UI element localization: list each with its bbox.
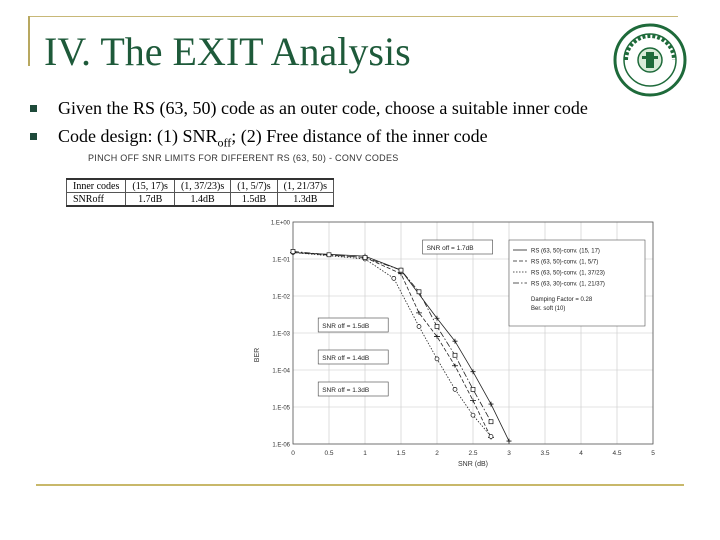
series-point [399,268,403,272]
x-tick-label: 2 [435,450,439,457]
y-axis-label: BER [254,347,261,363]
top-decor-rule [28,16,678,17]
series-point [489,434,493,438]
legend-entry: RS (63, 50)-conv. (1, 5/7) [531,259,599,266]
series-point [453,353,457,357]
legend-note: Damping Factor = 0.28 [531,297,593,303]
y-tick-label: 1.E-06 [272,442,290,449]
y-tick-label: 1.E-05 [272,405,290,412]
legend-entry: RS (63, 30)-conv. (1, 21/37) [531,281,605,288]
series-point [489,402,494,407]
x-tick-label: 1.5 [396,450,406,457]
bullet-text: Code design: (1) SNR [58,126,218,146]
series-point [417,324,421,328]
x-tick-label: 0.5 [324,450,334,457]
left-decor-rule [28,16,30,66]
page-title: IV. The EXIT Analysis [44,29,411,74]
table-cell-value: 1.5dB [231,193,277,207]
x-tick-label: 4.5 [612,450,622,457]
series-line [293,253,491,438]
x-tick-label: 1 [363,450,367,457]
table-cell-code: (1, 5/7)s [231,179,277,193]
bullet-item [30,122,588,157]
series-point [291,249,295,253]
table-row-label: SNRoff [67,193,126,207]
x-axis-label: SNR (dB) [458,461,488,468]
x-tick-label: 0 [291,450,295,457]
x-tick-label: 2.5 [468,450,478,457]
table-cell-value: 1.3dB [277,193,333,207]
y-tick-label: 1.E-03 [272,331,290,338]
bullet-text: Given the RS (63, 50) code as an outer code, choose a suitable inner code [58,98,588,118]
table-cell-code: (15, 17)s [126,179,175,193]
series-point [417,290,421,294]
ber-chart [250,214,670,476]
series-point [327,253,331,257]
series-point [471,387,475,391]
series-point [507,439,512,444]
bullet-marker [30,105,37,112]
series-point [471,413,475,417]
bullet-subscript: off [217,135,232,150]
y-tick-label: 1.E+00 [270,220,290,227]
x-tick-label: 5 [651,450,655,457]
snr-annotation-label: SNR off = 1.7dB [426,245,474,252]
y-tick-label: 1.E-04 [272,368,290,375]
legend-note: Ber. soft (10) [531,306,566,312]
series-point [416,311,422,315]
series-point [434,335,440,339]
bullet-text-tail: ; (2) Free distance of the inner code [231,126,488,146]
university-seal-logo [612,22,688,98]
snr-limit-table [66,178,334,207]
x-tick-label: 3.5 [540,450,550,457]
figure-caption: PINCH OFF SNR LIMITS FOR DIFFERENT RS (63, 50) - CONV CODES [88,153,399,163]
series-point [363,255,367,259]
series-point [452,364,458,368]
x-tick-label: 4 [579,450,583,457]
x-tick-label: 3 [507,450,511,457]
table-header-label: Inner codes [67,179,126,193]
table-cell-value: 1.7dB [126,193,175,207]
bottom-decor-rule [36,484,684,486]
bullet-item [30,94,588,122]
table-row-values [67,193,334,207]
series-point [453,387,457,391]
bullet-marker [30,133,37,140]
table-cell-code: (1, 21/37)s [277,179,333,193]
series-point [435,324,439,328]
y-tick-label: 1.E-01 [272,257,290,264]
series-line [293,253,491,437]
series-point [470,398,476,402]
legend-entry: RS (63, 50)-conv. (15, 17) [531,248,600,255]
table-cell-value: 1.4dB [174,193,230,207]
legend-entry: RS (63, 50)-conv. (1, 37/23) [531,270,605,277]
series-point [489,420,493,424]
snr-annotation-label: SNR off = 1.4dB [322,355,370,362]
table-cell-code: (1, 37/23)s [174,179,230,193]
snr-annotation-label: SNR off = 1.5dB [322,323,370,330]
series-point [392,276,396,280]
y-tick-label: 1.E-02 [272,294,290,301]
snr-annotation-label: SNR off = 1.3dB [322,387,370,394]
bullet-list [30,94,588,157]
table-row-codes [67,179,334,193]
series-point [435,357,439,361]
